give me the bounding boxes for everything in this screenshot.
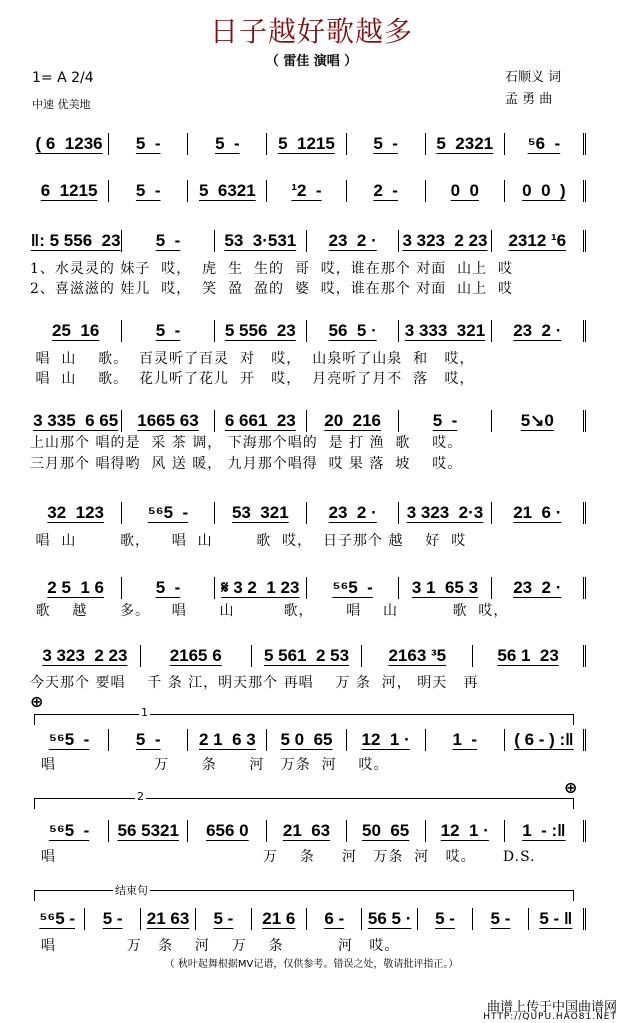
score-system [30,502,586,524]
measure: 6 - [307,908,362,930]
score-system [30,729,586,751]
measure: 5 - [122,230,214,252]
lyricist-credit: 石顺义 词 [505,70,562,85]
measure: 21 63 [267,820,346,842]
measure: 3 323 2·3 [399,502,491,524]
measure: 56 1 23 [473,645,586,667]
measure: 23 2 · [307,230,399,252]
measure: 5 1215 [267,133,346,155]
footer-url[interactable]: HTTP://QUPU.HAO81.NET [483,1012,617,1022]
ending-bracket [34,884,574,901]
measure: 𝄋 3 2 1 23 [215,577,307,599]
lyric-line: 唱 山 歌。 百灵听了百灵 对 哎， 山泉听了山泉 和 哎， [30,351,475,367]
score-system [30,230,586,252]
coda-icon: ⊕ [564,778,578,797]
measure: 1 - :‖ [505,820,586,842]
coda-icon: ⊕ [30,692,44,711]
measure: 5 - [109,729,188,751]
volta-1 [34,706,574,725]
measure: 5 561 2 53 [252,645,363,667]
score-system [30,577,586,599]
score-system [30,180,586,202]
lyric-line: 唱 万 条 河 万条 河 哎。 D.S. [30,849,536,865]
measure: 23 2 · [307,502,399,524]
measure: ⁵⁶5 - [30,908,85,930]
measure: 53 321 [215,502,307,524]
measure: 5 - [85,908,140,930]
measure: 21 6 · [492,502,586,524]
lyric-line: 唱 万 条 河 万 条 河 哎。 [30,938,400,954]
measure: 5 - [109,133,188,155]
score-system [30,908,586,930]
lyric-line: 上山那个 唱的是 采 茶 调， 下海那个唱的 是 打 渔 歌 哎。 [30,435,463,451]
measure: ¹2 - [267,180,346,202]
score-system [30,410,586,432]
measure: ⁵⁶5 - [122,502,214,524]
lyric-line: 歌 越 多。 唱 山 歌， 唱 山 歌 哎， [30,603,509,619]
ending-label: 结束句 [115,884,148,897]
measure: 5 2321 [426,133,505,155]
measure: 3 323 2 23 [30,645,141,667]
measure: 2165 6 [141,645,252,667]
measure: 5 - [122,577,214,599]
measure: ⁵⁶5 - [30,729,109,751]
measure: 6 1215 [30,180,109,202]
measure: ⁵⁶5 - [307,577,399,599]
measure: ⁵⁶5 - [30,820,109,842]
measure: 3 333 321 [399,320,491,342]
measure: 32 123 [30,502,122,524]
measure: ( 6 1236 [30,133,109,155]
measure: 1665 63 [122,410,214,432]
measure: 656 0 [188,820,267,842]
measure: 5 - [188,133,267,155]
measure: 2 5 1 6 [30,577,122,599]
measure: 23 2 · [492,577,586,599]
measure: 53 3·531 [215,230,307,252]
lyric-line: 2、喜滋滋的 娃儿 哎， 笑 盈 盈的 婆 哎，谁在那个 对面 山上 哎 [30,281,514,297]
composer-credit: 孟 勇 曲 [505,92,553,107]
transcription-note: （ 秋叶起舞根据MV记谱，仅供参考。错误之处，敬请批评指正。） [164,959,459,970]
measure: 25 16 [30,320,122,342]
measure: 56 5 · [362,908,417,930]
measure: 50 65 [347,820,426,842]
measure: 3 1 65 3 [399,577,491,599]
measure: 5↘0 [492,410,586,432]
measure: 56 5 · [307,320,399,342]
measure: 5 6321 [188,180,267,202]
measure: 5 556 23 [215,320,307,342]
measure: 5 - [122,320,214,342]
lyric-line: 唱 山 歌。 花儿听了花儿 开 哎， 月亮听了月不 落 哎， [30,371,475,387]
tempo-marking: 中速 优美地 [32,98,91,111]
score-system [30,320,586,342]
volta-2 [34,790,574,809]
measure: 12 1 · [426,820,505,842]
measure: 20 216 [307,410,399,432]
lyric-line: 三月那个 唱得哟 风 送 暖， 九月那个唱得 哎 果 落 坡 哎。 [30,456,463,472]
measure: 0 0 [426,180,505,202]
measure: 12 1 · [347,729,426,751]
lyric-line: 唱 万 条 河 万条 河 哎。 [30,757,389,773]
score-system [30,133,586,155]
measure: 3 323 2 23 [399,230,491,252]
measure: 5 - ‖ [529,908,586,930]
measure: 3 335 6 65 [30,410,122,432]
measure: 23 2 · [492,320,586,342]
lyric-line: 唱 山 歌， 唱 山 歌 哎， 日子那个 越 好 哎 [30,533,467,549]
volta-1-label: 1 [141,706,148,719]
measure: 6 661 23 [215,410,307,432]
footer-site: 曲谱上传于中国曲谱网 [486,1000,617,1015]
measure: 5 - [196,908,251,930]
measure: 2 - [347,180,426,202]
singer-credit: （ 雷佳 演唱 ） [265,54,358,69]
measure: 5 - [109,180,188,202]
key-signature: 1= A 2/4 [32,70,94,86]
score-system [30,645,586,667]
measure: 5 - [399,410,491,432]
measure: 5 0 65 [267,729,346,751]
measure: 1 - [426,729,505,751]
measure: ( 6 - ) :‖ [505,729,586,751]
measure: ⁵6 - [505,133,586,155]
song-title: 日子越好歌越多 [209,15,413,48]
measure: 56 5321 [109,820,188,842]
measure: 21 6 [252,908,307,930]
measure: 2312 ¹6 [492,230,586,252]
volta-2-label: 2 [137,790,144,803]
measure: 21 63 [141,908,196,930]
measure: 5 - [418,908,473,930]
lyric-line: 1、水灵灵的 妹子 哎， 虎 生 生的 哥 哎，谁在那个 对面 山上 哎 [30,261,514,277]
measure: ‖: 5 556 23 [30,231,121,250]
lyric-line: 今天那个 要唱 千 条 江，明天那个 再唱 万 条 河， 明天 再 [30,675,479,691]
score-system [30,820,586,842]
measure: 2163 ³5 [362,645,473,667]
measure: 5 - [347,133,426,155]
measure: 0 0 ) [505,180,586,202]
measure: 2 1 6 3 [188,729,267,751]
measure: 5 - [473,908,528,930]
